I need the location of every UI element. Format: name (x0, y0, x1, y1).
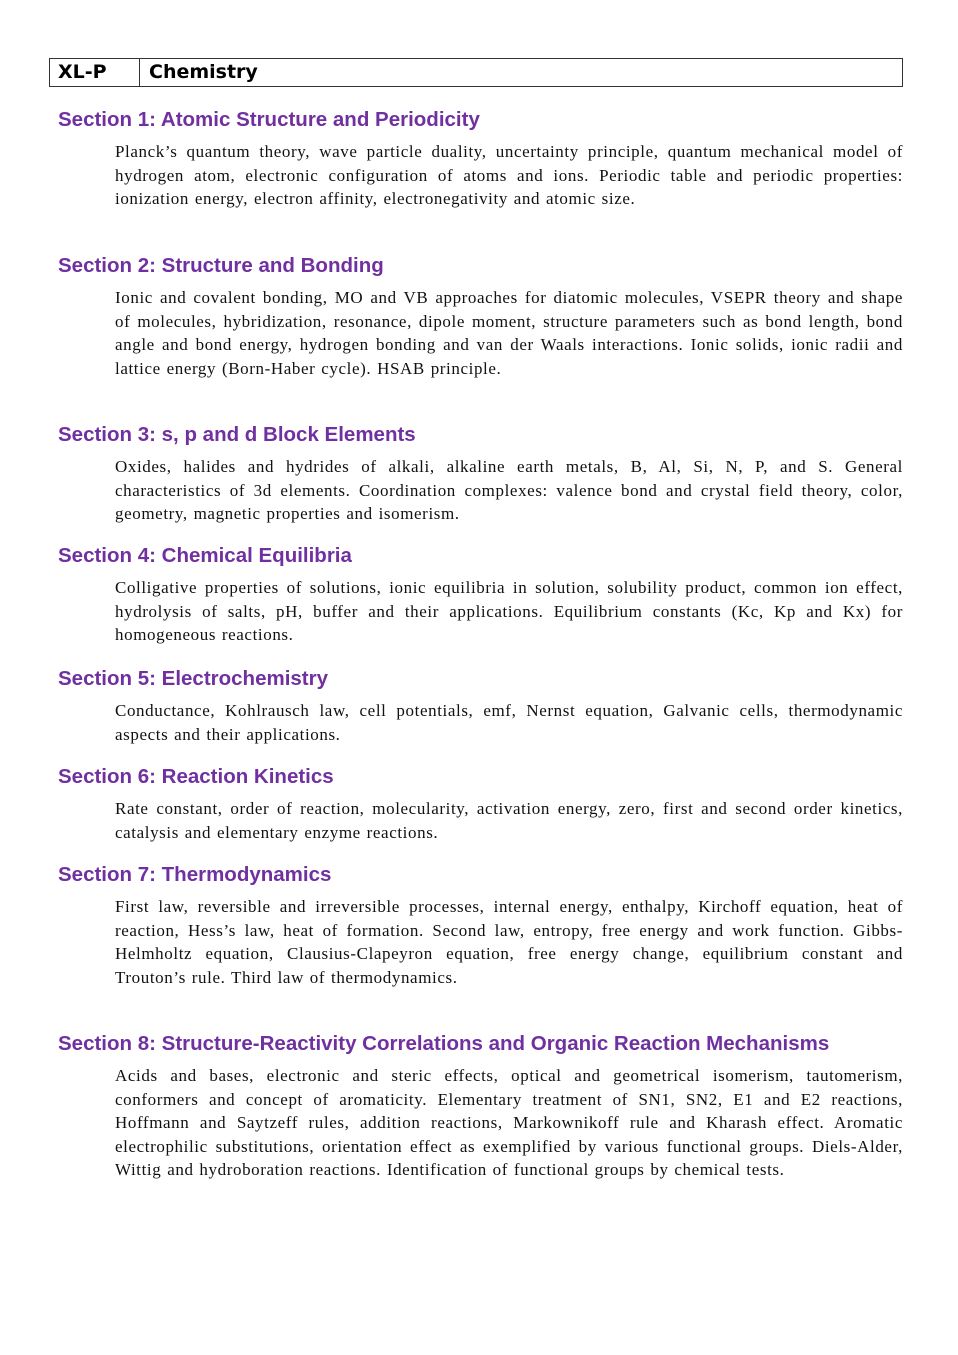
section-title: Section 4: Chemical Equilibria (58, 544, 352, 567)
section-body: Oxides, halides and hydrides of alkali, alkaline earth metals, B, Al, Si, N, P, and S. General characteristics of 3d elements. Coordination complexes: valence bond and crystal field theory, color, geometry, magnetic properties and isomerism. (115, 457, 903, 523)
section-title: Section 1: Atomic Structure and Periodicity (58, 108, 480, 131)
section-title: Section 8: Structure-Reactivity Correlations and Organic Reaction Mechanisms (58, 1032, 830, 1055)
section-title: Section 7: Thermodynamics (58, 863, 332, 886)
paper-header-table (49, 58, 903, 87)
paper-code: XL-P (50, 59, 140, 86)
section-body: Conductance, Kohlrausch law, cell potentials, emf, Nernst equation, Galvanic cells, thermodynamic aspects and their applications. (115, 701, 903, 744)
section-body: Acids and bases, electronic and steric effects, optical and geometrical isomerism, tautomerism, conformers and concept of aromaticity. Elementary treatment of SN1, SN2, E1 and E2 reactions, Hoffmann and Saytzeff rules, addition reactions, Markownikoff rule and Kharash effect. Aromatic electrophilic substitutions, orientation effect as exemplified by various functional groups. Diels-Alder, Wittig and hydroboration reactions. Identification of functional groups by chemical tests. (115, 1066, 903, 1179)
section-6 (58, 765, 903, 844)
section-body: Colligative properties of solutions, ionic equilibria in solution, solubility product, common ion effect, hydrolysis of salts, pH, buffer and their applications. Equilibrium constants (Kc, Kp and Kx) for homogeneous reactions. (115, 578, 903, 644)
section-2 (58, 254, 903, 380)
section-title: Section 2: Structure and Bonding (58, 254, 384, 277)
paper-subject: Chemistry (149, 61, 258, 83)
section-body: Ionic and covalent bonding, MO and VB approaches for diatomic molecules, VSEPR theory and shape of molecules, hybridization, resonance, dipole moment, structure parameters such as bond length, bond angle and bond energy, hydrogen bonding and van der Waals interactions. Ionic solids, ionic radii and lattice energy (Born-Haber cycle). HSAB principle. (115, 288, 903, 378)
section-title: Section 3: s, p and d Block Elements (58, 423, 416, 446)
section-title: Section 6: Reaction Kinetics (58, 765, 334, 788)
section-8 (58, 1032, 903, 1182)
section-4 (58, 544, 903, 647)
section-body: Planck’s quantum theory, wave particle duality, uncertainty principle, quantum mechanical model of hydrogen atom, electronic configuration of atoms and ions. Periodic table and periodic properties: ionization energy, electron affinity, electronegativity and atomic size. (115, 142, 903, 208)
section-title: Section 5: Electrochemistry (58, 667, 329, 690)
section-5 (58, 667, 903, 746)
section-3 (58, 423, 903, 526)
section-body: Rate constant, order of reaction, molecularity, activation energy, zero, first and second order kinetics, catalysis and elementary enzyme reactions. (115, 799, 903, 842)
section-body: First law, reversible and irreversible processes, internal energy, enthalpy, Kirchoff equation, heat of reaction, Hess’s law, heat of formation. Second law, entropy, free energy and work function. Gibbs-Helmholtz equation, Clausius-Clapeyron equation, free energy change, equilibrium constant and Trouton’s rule. Third law of thermodynamics. (115, 897, 903, 987)
section-7 (58, 863, 903, 989)
section-1 (58, 108, 903, 211)
